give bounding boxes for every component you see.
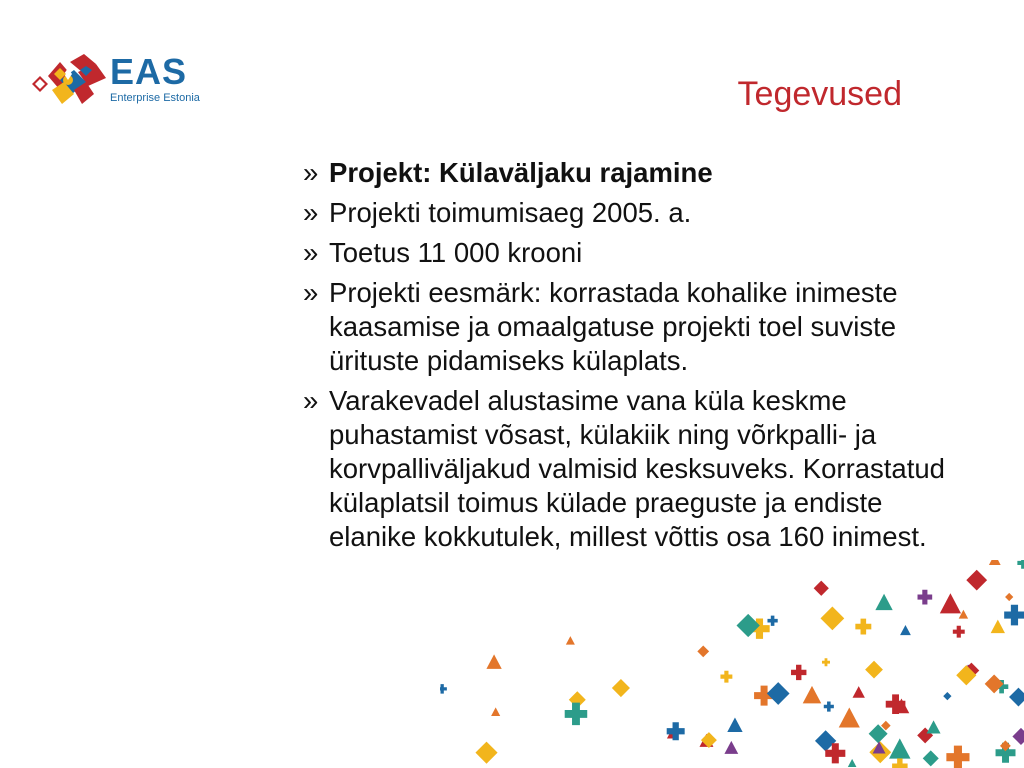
decor-shape [943, 692, 951, 700]
bullet-mark: » [303, 277, 319, 308]
decor-shape [959, 610, 968, 619]
decor-shape [991, 620, 1005, 634]
decor-shape [966, 570, 987, 591]
decor-shape [1012, 728, 1024, 745]
decor-shape [491, 707, 500, 716]
decor-shape [767, 616, 777, 626]
decor-shape [865, 661, 883, 679]
decor-shape [1009, 688, 1024, 707]
decor-shape [767, 682, 790, 705]
decor-shape [791, 665, 806, 680]
decor-shape [724, 741, 738, 754]
bullet-text: Projekt: Külaväljaku rajamine [329, 157, 713, 188]
bullet-text: Projekti eesmärk: korrastada kohalike inimeste kaasamise ja omaalgatuse projekti toel suviste ürituste pidamiseks külaplats. [329, 277, 898, 376]
decor-shape [953, 626, 965, 638]
decor-shape [803, 686, 822, 704]
decor-shape [486, 654, 501, 668]
decor-shape [720, 671, 732, 683]
decor-shape [875, 594, 892, 610]
decor-shape [820, 607, 844, 631]
bullet-text: Varakevadel alustasime vana küla keskme puhastamist võsast, külakiik ning võrkpalli- ja korvpalliväljakud valmisid kesksuveks. Korrastatud külaplatsil toimus külade praeguste ja endiste elanike kokkutulek, millest võttis osa 160 inimest. [329, 385, 945, 552]
decor-shape [853, 686, 865, 698]
bullet-text: Projekti toimumisaeg 2005. a. [329, 197, 692, 228]
decor-shape [855, 619, 871, 635]
bullet-mark: » [303, 385, 319, 416]
decor-shape [900, 625, 911, 635]
decor-shape [475, 742, 497, 764]
bullet-item [303, 236, 973, 270]
decor-shape [927, 720, 941, 733]
bullet-mark: » [303, 197, 319, 228]
eas-logo-mark-icon [30, 54, 108, 106]
decor-shape [848, 759, 857, 767]
decor-shape [1017, 560, 1024, 569]
slide-title: Tegevused [737, 75, 902, 113]
decor-shape [565, 703, 588, 726]
bullet-text: Toetus 11 000 krooni [329, 237, 583, 268]
decor-shape [940, 593, 961, 613]
decor-shape [889, 738, 910, 758]
bullet-item [303, 156, 973, 190]
decor-shape [839, 708, 860, 728]
decor-shape [1004, 605, 1024, 626]
decor-shape [566, 636, 575, 645]
decor-shape [727, 718, 742, 733]
decor-shape [946, 746, 969, 768]
decor-shape [612, 679, 630, 697]
decor-shape [814, 581, 829, 596]
decor-shape [1005, 593, 1013, 601]
bullet-item [303, 196, 973, 230]
decorative-pattern [440, 560, 1024, 768]
decor-shape [697, 645, 709, 657]
eas-logo [30, 52, 220, 112]
bullet-item [303, 276, 929, 378]
bullet-item [303, 384, 974, 554]
bullet-list [303, 156, 973, 560]
bullet-mark: » [303, 157, 319, 188]
decor-shape [440, 684, 447, 693]
decor-shape [892, 758, 908, 768]
logo-subtitle: Enterprise Estonia [110, 92, 200, 104]
decor-shape [923, 750, 939, 766]
decor-shape [824, 702, 834, 712]
decor-shape [918, 590, 933, 605]
bullet-mark: » [303, 237, 319, 268]
logo-title: EAS [110, 51, 188, 92]
decor-shape [822, 658, 830, 666]
decor-shape [989, 560, 1001, 565]
